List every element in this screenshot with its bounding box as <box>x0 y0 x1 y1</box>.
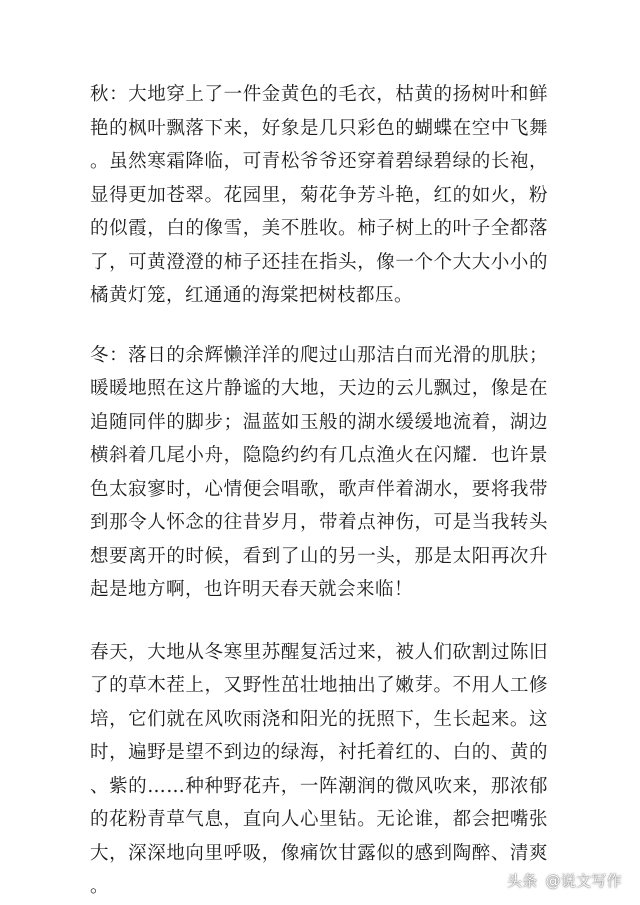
watermark-account: @说文写作 <box>545 872 622 890</box>
paragraph-winter: 冬：落日的余辉懒洋洋的爬过山那洁白而光滑的肌肤；暖暖地照在这片静谧的大地，天边的云儿飘过，像是在追随同伴的脚步；温蓝如玉般的湖水缓缓地流着，湖边横斜着几尾小舟，隐隐约约有几点渔火在闪耀．也许景色太寂寥时，心情便会唱歌，歌声伴着湖水，要将我带到那令人怀念的往昔岁月，带着点神伤，可是当我转头想要离开的时候，看到了山的另一头，那是太阳再次升起是地方啊，也许明天春天就会来临！ <box>90 344 548 600</box>
paragraph-autumn: 秋：大地穿上了一件金黄色的毛衣，枯黄的扬树叶和鲜艳的枫叶飘落下来，好象是几只彩色的蝴蝶在空中飞舞。虽然寒霜降临，可青松爷爷还穿着碧绿碧绿的长袍，显得更加苍翠。花园里，菊花争芳斗艳，红的如火，粉的似霞，白的像雪，美不胜收。柿子树上的叶子全都落了，可黄澄澄的柿子还挂在指头，像一个个大大小小的橘黄灯笼，红通通的海棠把树枝都压。 <box>90 84 548 306</box>
paragraph-spring: 春天，大地从冬寒里苏醒复活过来，被人们砍割过陈旧了的草木茬上，又野性茁壮地抽出了嫩芽。不用人工修培，它们就在风吹雨浇和阳光的抚照下，生长起来。这时，遍野是望不到边的绿海，衬托着红的、白的、黄的、紫的……种种野花卉，一阵潮润的微风吹来，那浓郁的花粉青草气息，直向人心里钻。无论谁，都会把嘴张大，深深地向里呼吸，像痛饮甘露似的感到陶醉、清爽。 <box>90 641 548 897</box>
document-body <box>90 78 548 904</box>
watermark <box>507 870 622 891</box>
watermark-platform: 头条 <box>506 872 538 890</box>
